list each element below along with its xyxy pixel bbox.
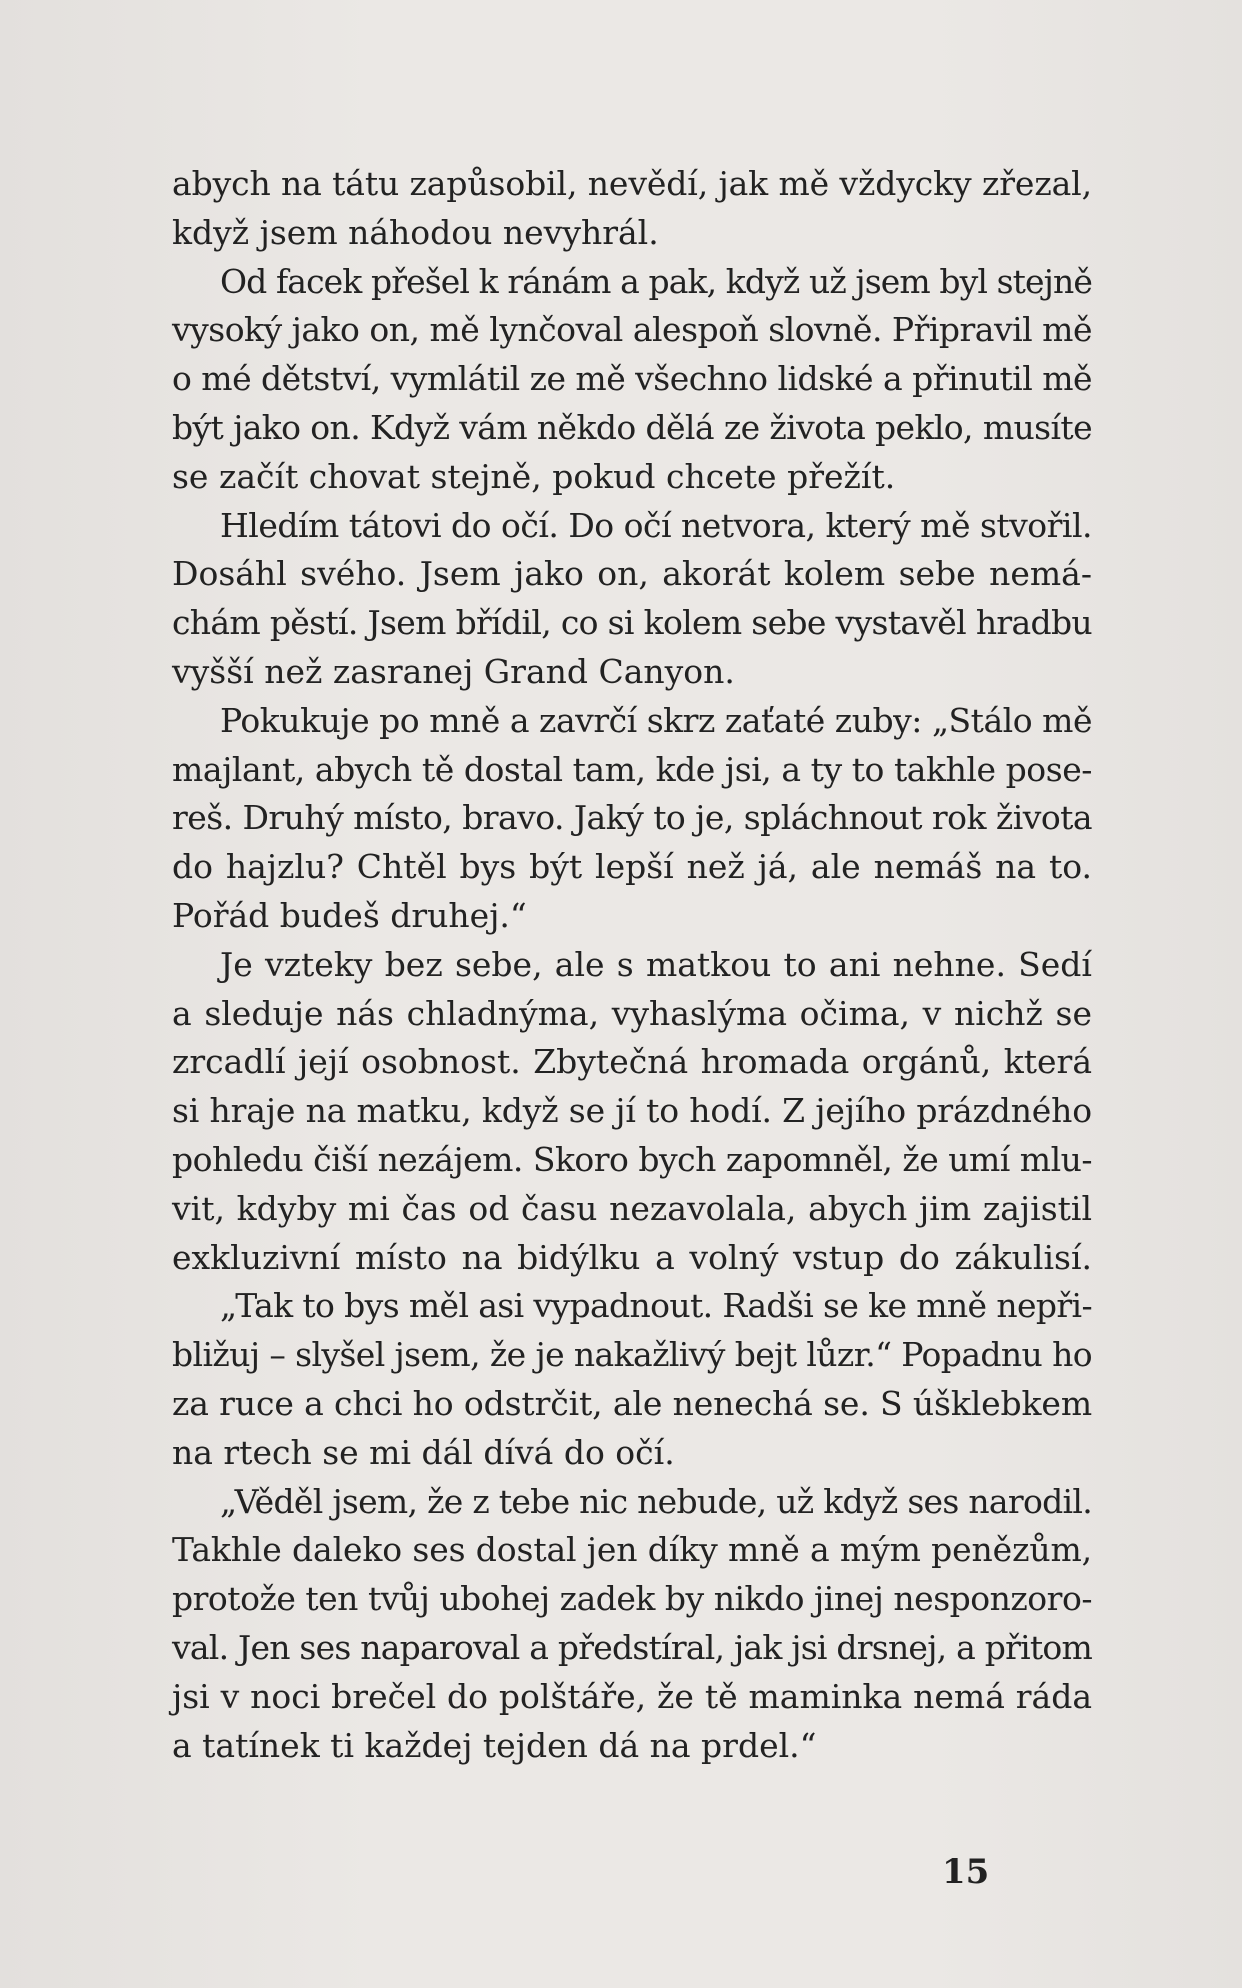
page-number: 15 xyxy=(942,1852,990,1892)
text-line: jsi v noci brečel do polštáře, že tě maminka nemá ráda xyxy=(172,1676,1092,1716)
text-line: majlant, abych tě dostal tam, kde jsi, a ty to takhle pose- xyxy=(172,749,1092,789)
text-line: abych na tátu zapůsobil, nevědí, jak mě vždycky zřezal, xyxy=(172,164,1092,203)
text-line: na rtech se mi dál dívá do očí. xyxy=(172,1432,675,1472)
text-line: se začít chovat stejně, pokud chcete přežít. xyxy=(172,456,896,496)
text-line: Dosáhl svého. Jsem jako on, akorát kolem sebe nemá- xyxy=(172,554,1092,594)
text-line: vit, kdyby mi čas od času nezavolala, abych jim zajistil xyxy=(172,1188,1092,1228)
text-line: protože ten tvůj ubohej zadek by nikdo jinej nesponzoro- xyxy=(172,1579,1092,1619)
text-line: pohledu čiší nezájem. Skoro bych zapomněl, že umí mlu- xyxy=(172,1139,1092,1179)
text-line: o mé dětství, vymlátil ze mě všechno lidské a přinutil mě xyxy=(172,359,1092,399)
text-line: exkluzivní místo na bidýlku a volný vstup do zákulisí. xyxy=(172,1237,1092,1277)
text-line: val. Jen ses naparoval a předstíral, jak jsi drsnej, a přitom xyxy=(172,1627,1092,1667)
text-line: si hraje na matku, když se jí to hodí. Z jejího prázdného xyxy=(172,1091,1092,1131)
text-line: do hajzlu? Chtěl bys být lepší než já, ale nemáš na to. xyxy=(172,847,1092,887)
text-line: Pořád budeš druhej.“ xyxy=(172,895,527,935)
text-line: vysoký jako on, mě lynčoval alespoň slovně. Připravil mě xyxy=(172,310,1092,350)
text-line: když jsem náhodou nevyhrál. xyxy=(172,212,659,252)
text-line: Pokukuje po mně a zavrčí skrz zaťaté zuby: „Stálo mě xyxy=(220,700,1092,740)
text-line: Takhle daleko ses dostal jen díky mně a mým penězům, xyxy=(172,1530,1092,1570)
body-text xyxy=(172,160,1092,1770)
text-line: „Věděl jsem, že z tebe nic nebude, už když ses narodil. xyxy=(220,1481,1092,1521)
text-line: „Tak to bys měl asi vypadnout. Radši se ke mně nepři- xyxy=(220,1286,1092,1326)
text-line: chám pěstí. Jsem břídil, co si kolem sebe vystavěl hradbu xyxy=(172,603,1092,643)
text-line: zrcadlí její osobnost. Zbytečná hromada orgánů, která xyxy=(172,1042,1092,1082)
text-line: reš. Druhý místo, bravo. Jaký to je, spláchnout rok života xyxy=(172,798,1092,838)
text-line: a sleduje nás chladnýma, vyhaslýma očima, v nichž se xyxy=(172,993,1092,1033)
text-line: za ruce a chci ho odstrčit, ale nenechá se. S úšklebkem xyxy=(172,1383,1092,1423)
text-line: Od facek přešel k ránám a pak, když už jsem byl stejně xyxy=(220,261,1092,301)
text-line: být jako on. Když vám někdo dělá ze života peklo, musíte xyxy=(172,407,1092,447)
text-line: vyšší než zasranej Grand Canyon. xyxy=(172,651,735,691)
text-line: a tatínek ti každej tejden dá na prdel.“ xyxy=(172,1725,817,1765)
text-line: Hledím tátovi do očí. Do očí netvora, který mě stvořil. xyxy=(220,505,1092,545)
text-line: Je vzteky bez sebe, ale s matkou to ani nehne. Sedí xyxy=(220,944,1092,984)
text-line: bližuj – slyšel jsem, že je nakažlivý bejt lůzr.“ Popadnu ho xyxy=(172,1335,1092,1375)
